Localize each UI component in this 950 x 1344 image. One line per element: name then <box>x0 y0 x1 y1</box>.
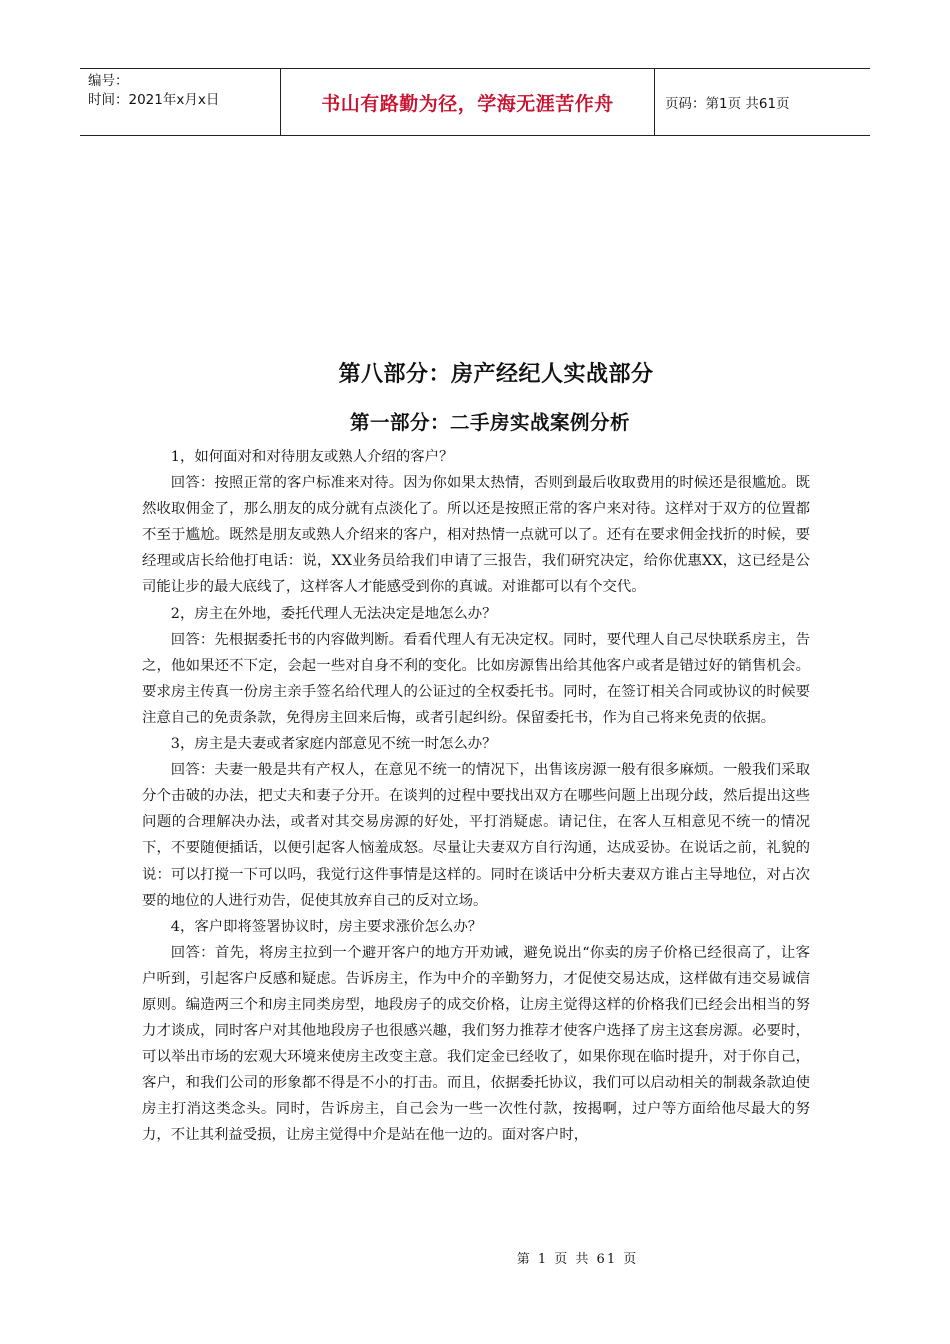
answer-paragraph: 回答：夫妻一般是共有产权人，在意见不统一的情况下，出售该房源一般有很多麻烦。一般我们采取分个击破的办法，把丈夫和妻子分开。在谈判的过程中要找出双方在哪些问题上出现分歧，然后提出这些问题的合理解决办法，或者对其交易房源的好处，平打消疑虑。请记住，在客人互相意见不统一的情况下，不要随便插话，以便引起客人恼羞成怒。尽量让夫妻双方自行沟通，达成妥协。在说话之前，礼貌的说：可以打搅一下可以吗，我觉行这件事情是这样的。同时在谈话中分析夫妻双方谁占主导地位，对占次要的地位的人进行劝告，促使其放弃自己的反对立场。 <box>142 762 810 909</box>
answer-paragraph: 回答：按照正常的客户标准来对待。因为你如果太热情，否则到最后收取费用的时候还是很尴尬。既然收取佣金了，那么朋友的成分就有点淡化了。所以还是按照正常的客户来对待。这样对于双方的位置都不至于尴尬。既然是朋友或熟人介绍来的客户，相对热情一点就可以了。还有在要求佣金找折的时候，要经理或店长给他打电话：说，XX业务员给我们申请了三报告，我们研究决定，给你优惠XX，这已经是公司能让步的最大底线了，这样客人才能感受到你的真诚。对谁都可以有个交代。 <box>142 475 810 596</box>
header-meta-cell <box>80 69 281 135</box>
document-body <box>142 444 810 1149</box>
header-page-info: 页码：第1页 共61页 <box>665 96 790 112</box>
question-paragraph: 3，房主是夫妻或者家庭内部意见不统一时怎么办？ <box>170 736 497 753</box>
document-time-label: 时间：2021年x月x日 <box>88 92 220 108</box>
document-number-label: 编号： <box>88 73 129 89</box>
header-motto: 书山有路勤为径，学海无涯苦作舟 <box>281 69 655 135</box>
answer-paragraph: 回答：首先，将房主拉到一个避开客户的地方开劝诫，避免说出“你卖的房子价格已经很高了，让客户听到，引起客户反感和疑虑。告诉房主，作为中介的辛勤努力，才促使交易达成，这样做有违交易诚信原则。编造两三个和房主同类房型，地段房子的成交价格，让房主觉得这样的价格我们已经会出相当的努力才谈成，同时客户对其他地段房子也很感兴趣，我们努力推荐才使客户选择了房主这套房源。必要时，可以举出市场的宏观大环境来使房主改变主意。我们定金已经收了，如果你现在临时提升，对于你自己，客户，和我们公司的形象都不得是不小的打击。而且，依据委托协议，我们可以启动相关的制裁条款迫使房主打消这类念头。同时，告诉房主，自己会为一些一次性付款，按揭啊，过户等方面给他尽最大的努力，不让其利益受损，让房主觉得中介是站在他一边的。面对客户时， <box>142 944 810 1144</box>
document-title: 第八部分：房产经纪人实战部分 <box>338 362 654 387</box>
page-footer: 第 1 页 共 61 页 <box>516 1252 639 1267</box>
question-paragraph: 4，客户即将签署协议时，房主要求涨价怎么办？ <box>170 918 483 935</box>
section-title: 第一部分：二手房实战案例分析 <box>349 411 630 434</box>
question-paragraph: 2，房主在外地，委托代理人无法决定是地怎么办？ <box>170 605 497 622</box>
answer-paragraph: 回答：先根据委托书的内容做判断。看看代理人有无决定权。同时，要代理人自己尽快联系房主，告之，他如果还不下定，会起一些对自身不利的变化。比如房源售出给其他客户或者是错过好的销售机会。 要求房主传真一份房主亲手签名给代理人的公证过的全权委托书。同时，在签订相关合同或协议的时候要注意自己的免责条款，免得房主回来后悔，或者引起纠纷。保留委托书，作为自己将来免责的依据。 <box>142 631 810 726</box>
question-paragraph: 1，如何面对和对待朋友或熟人介绍的客户？ <box>170 449 454 465</box>
document-header <box>80 68 870 136</box>
